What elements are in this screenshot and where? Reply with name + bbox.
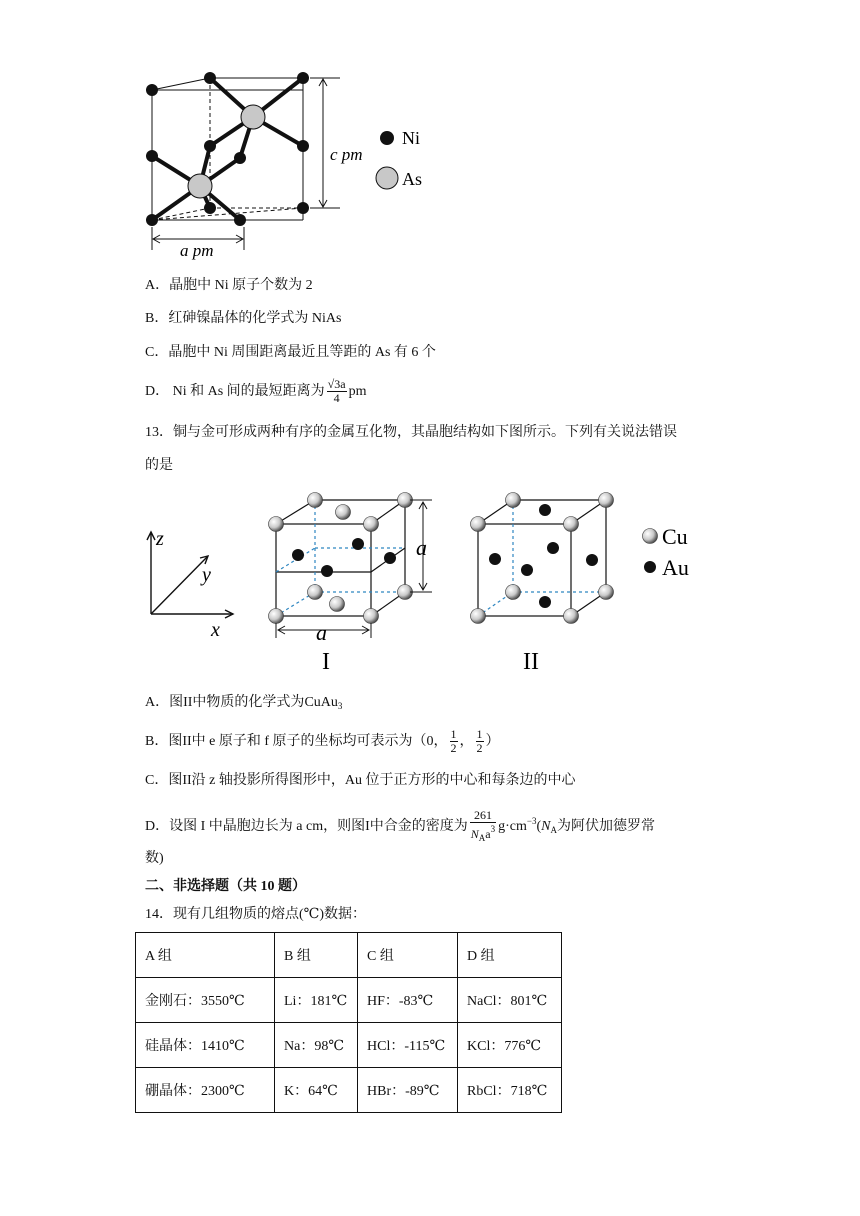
table-row [136,978,562,1023]
q12-option-d: D． Ni 和 As 间的最短距离为 $\frac{√3a}{4}$ pm [145,377,367,406]
axis-x-label: x [211,619,220,641]
table-cell: HF：-83℃ [358,978,458,1023]
cell-i-height-label: a [416,535,427,560]
q13-stem-line2: 的是 [145,458,173,473]
table-row [136,1068,562,1113]
legend-au-label: Au [662,555,689,580]
table-header-cell: B 组 [275,933,358,978]
a-dimension-label: a pm [180,241,214,260]
nias-unit-cell-figure [140,62,440,272]
table-cell: 硅晶体：1410℃ [136,1023,275,1068]
cell-ii-label: II [523,649,539,675]
table-cell: 金刚石：3550℃ [136,978,275,1023]
table-header-cell: D 组 [458,933,562,978]
c-dimension-label: c pm [330,145,363,164]
table-row [136,1023,562,1068]
cell-i-width-label: a [316,620,327,645]
legend-ni-label: Ni [402,128,420,148]
table-header-cell: A 组 [136,933,275,978]
q13-option-d-continued: 数) [145,851,164,866]
table-cell: NaCl：801℃ [458,978,562,1023]
q12-option-a: A．晶胞中 Ni 原子个数为 2 [145,278,313,293]
as-atoms [188,105,265,198]
table-cell: RbCl：718℃ [458,1068,562,1113]
table-header-row [136,933,562,978]
legend-as-label: As [402,169,423,189]
legend-cu-label: Cu [662,524,688,549]
axis-y-label: y [202,564,211,586]
cuau-unit-cells-figure [140,488,720,678]
q12-option-b: B．红砷镍晶体的化学式为 NiAs [145,311,342,326]
q13-stem-line1: 13．铜与金可形成两种有序的金属互化物，其晶胞结构如下图所示。下列有关说法错误 [145,425,677,440]
table-cell: HCl：-115℃ [358,1023,458,1068]
q13-option-a: A．图II中物质的化学式为CuAu$_3$ [145,695,343,711]
table-cell: Li：181℃ [275,978,358,1023]
q13-option-d: D．设图 I 中晶胞边长为 a cm，则图I中合金的密度为 $\frac{261}{N_Aa^3}$ $g\cdot cm^{-3}(N_A$为阿伏加德罗常 [145,807,655,843]
q13-option-c: C．图II沿 z 轴投影所得图形中，Au 位于正方形的中心和每条边的中心 [145,773,576,788]
section-heading: 二、非选择题（共 10 题） [145,879,306,894]
table-cell: 硼晶体：2300℃ [136,1068,275,1113]
table-cell: Na：98℃ [275,1023,358,1068]
table-cell: K：64℃ [275,1068,358,1113]
melting-point-table [135,932,562,1113]
q12-option-c: C．晶胞中 Ni 周围距离最近且等距的 As 有 6 个 [145,345,436,360]
cell-i-label: I [322,649,330,675]
table-header-cell: C 组 [358,933,458,978]
axis-z-label: z [156,528,164,550]
q13-option-b: B．图II中 e 原子和 f 原子的坐标均可表示为（0， $\frac{1}{2}$ ， $\frac{1}{2}$ ） [145,727,500,756]
table-cell: HBr：-89℃ [358,1068,458,1113]
table-cell: KCl：776℃ [458,1023,562,1068]
q14-stem: 14．现有几组物质的熔点(℃)数据： [145,907,366,922]
